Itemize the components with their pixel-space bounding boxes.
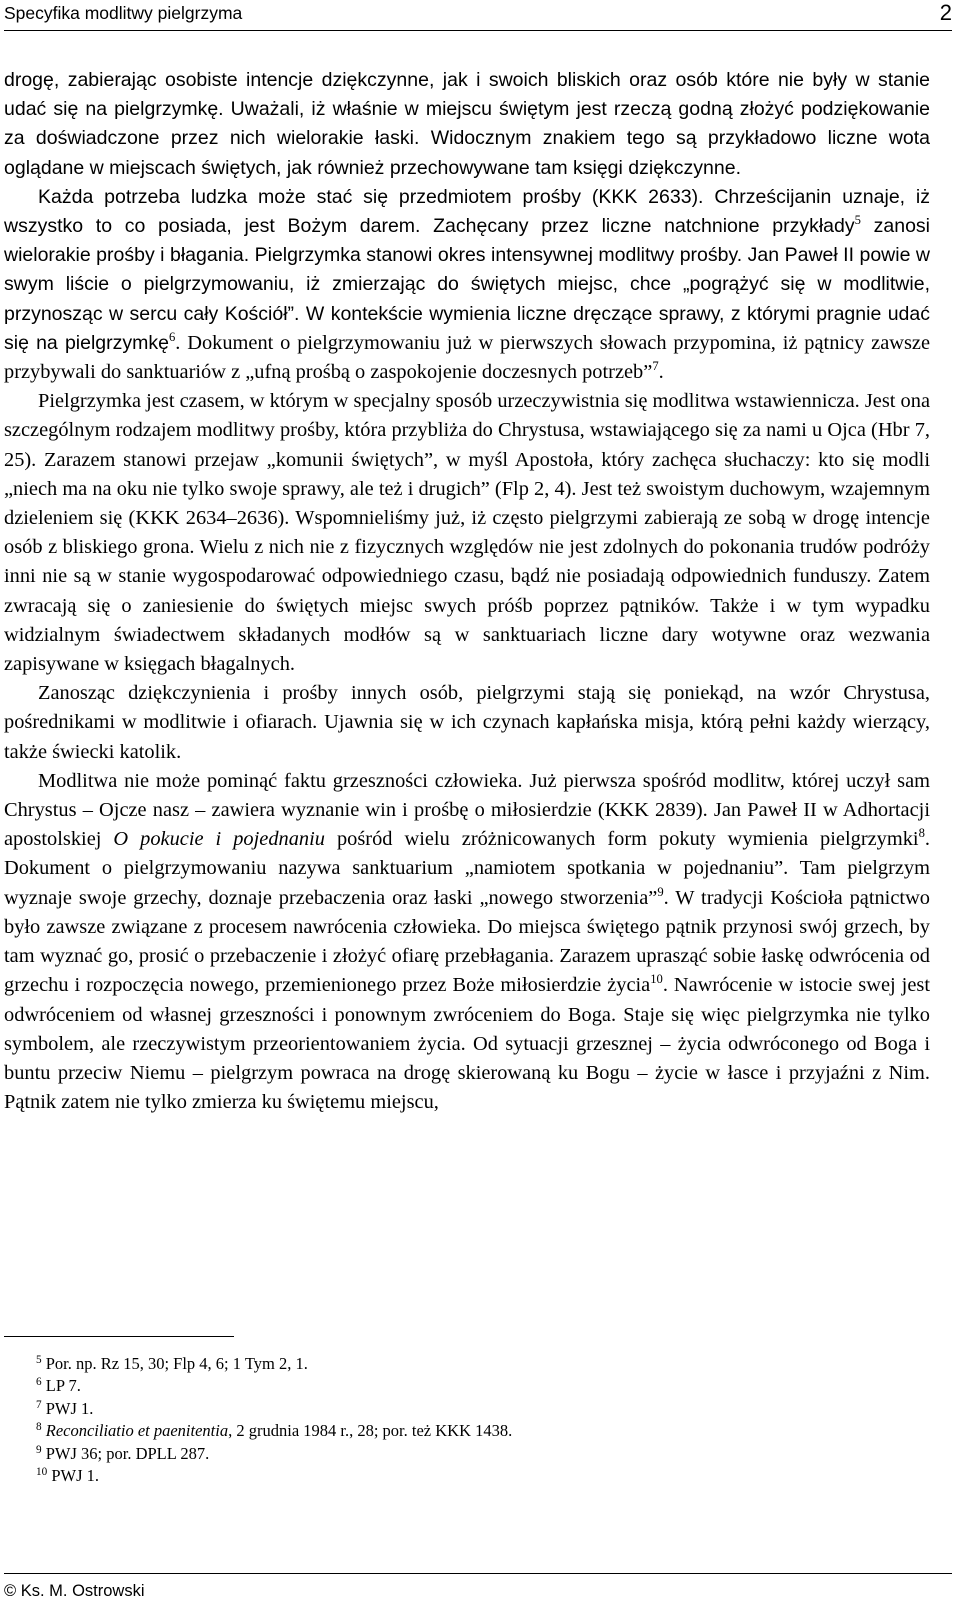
footnote-text: LP 7. — [45, 1376, 81, 1396]
paragraph-1 — [4, 66, 930, 183]
paragraph-text: . Dokument o pielgrzymowaniu już w pierwszych słowach przypomina, iż pątnicy zawsze przybywali do sanktuariów z „ufną prośbą o zaspokojenie doczesnych potrzeb” — [4, 331, 931, 384]
footnote-ref-10[interactable]: 10 — [650, 972, 663, 987]
footer-rule — [4, 1573, 952, 1574]
paragraph-text: zanosi wielorakie prośby i błagania. Pielgrzymka stanowi okres intensywnej modlitwy prośby. Jan Paweł II powie w swym liście o pielgrzymowaniu, iż zmierzając do świętych miejsc, chce „pogrążyć się w modlitwie, przynosząc w sercu cały Kościół”. W kontekście wymienia liczne dręczące sprawy, z którymi pragnie udać się na pielgrzymkę — [4, 215, 930, 354]
paragraph-text: . W tradycji Kościoła pątnictwo było zawsze związane z procesem nawrócenia człowieka. Do miejsca świętego pątnik przynosi swój grzech, by tam wyznać go, prosić o przebaczenie i złożyć ofiarę przebłagania. Zarazem uprasząć sobie łaskę odwrócenia od grzechu i rozpoczęcia nowego, przemienionego przez Boże miłosierdzie życia — [4, 886, 930, 997]
paragraph-2 — [4, 183, 930, 387]
footnote-text: PWJ 1. — [45, 1398, 94, 1418]
footnote-text: PWJ 36; por. DPLL 287. — [45, 1443, 210, 1463]
paragraph-text: pośród wielu zróżnicowanych form pokuty wymienia pielgrzymki — [324, 828, 919, 851]
footnote — [36, 1443, 936, 1465]
footnote — [36, 1375, 936, 1397]
running-title: Specyfika modlitwy pielgrzyma — [4, 3, 243, 23]
footnote-number: 9 — [36, 1443, 42, 1456]
footnote-ref-8[interactable]: 8 — [918, 826, 925, 841]
body-text — [4, 66, 930, 1117]
footnote-ref-6[interactable]: 6 — [168, 329, 176, 344]
footnote-italic-title: Reconciliatio et paenitentia — [45, 1421, 229, 1441]
page-number: 2 — [939, 0, 952, 25]
paragraph-text: drogę, zabierając osobiste intencje dziękczynne, jak i swoich bliskich oraz osób które nie były w stanie udać się na pielgrzymkę. Uważali, iż właśnie w miejscu świętym jest rzeczą godną złożyć podziękowanie za doświadczone przez nich wielorakie łaski. Widocznym znakiem tego są przykładowo liczne wota oglądane w miejscach świętych, jak również przechowywane tam księgi dziękczynne. — [4, 69, 930, 179]
paragraph-text: Zanosząc dziękczynienia i prośby innych osób, pielgrzymi stają się poniekąd, na wzór Chrystusa, pośrednikami w modlitwie i ofiarach. Ujawnia się w ich czynach kapłańska misja, którą pełni każdy wierzący, także świecki katolik. — [4, 682, 930, 763]
paragraph-text: Pielgrzymka jest czasem, w którym w specjalny sposób urzeczywistnia się modlitwa wstawiennicza. Jest ona szczególnym rodzajem modlitwy prośby, która przybliża do Chrystusa, wstawiającego się za nami u Ojca (Hbr 7, 25). Zarazem stanowi przejaw „komunii świętych”, w myśl Apostoła, który zachęca słuchaczy: kto się modli „niech ma na oku nie tylko swoje sprawy, ale też i drugich” (Flp 2, 4). Jest też swoistym duchowym, wzajemnym dzieleniem się (KKK 2634–2636). Wspomnieliśmy już, iż często pielgrzymi zabierają ze sobą w drogę intencje osób z bliskiego grona. Wielu z nich nie z fizycznych względów nie jest zdolnych do pokonania trudów podróży inni nie są w stanie wygospodarować odpowiedniego czasu, bądź nie posiadają odpowiednich funduszy. Zatem zwracają się o zaniesienie do świętych miejsc swych próśb poprzez pątników. Także i w tym wypadku widzialnym świadectwem składanych modłów są w sanktuariach liczne dary wotywne oraz wezwania zapisywane w księgach błagalnych. — [4, 390, 930, 676]
footnote-ref-5[interactable]: 5 — [854, 212, 861, 227]
page-header — [4, 0, 952, 26]
document-title-italic: O pokucie i pojednaniu — [113, 828, 325, 851]
paragraph-text: Modlitwa nie może pominąć faktu grzeszności człowieka. Już pierwsza spośród modlitw, której uczył sam Chrystus – Ojcze nasz – zawiera wyznanie win i prośbę o miłosierdzie (KKK 2839). Jan Paweł II w Adhortacji apostolskiej — [4, 769, 930, 851]
header-rule — [4, 30, 952, 31]
paragraph-4 — [4, 679, 930, 767]
paragraph-5 — [4, 767, 930, 1117]
paragraph-text: . Dokument o pielgrzymowaniu nazywa sanktuarium „namiotem spotkania w pojednaniu”. Tam pielgrzym wyznaje swoje grzechy, doznaje przebaczenia oraz łaski „nowego stworzenia” — [4, 828, 931, 909]
paragraph-text: Każda potrzeba ludzka może stać się przedmiotem prośby (KKK 2633). Chrześcijanin uznaje, iż wszystko to co posiada, jest Bożym darem. Zachęcany przez liczne natchnione przykłady — [4, 185, 930, 238]
footnote-number: 10 — [36, 1465, 48, 1478]
footnote-number: 5 — [36, 1353, 42, 1366]
footnote-ref-7[interactable]: 7 — [652, 358, 659, 373]
footnote-number: 7 — [36, 1398, 42, 1411]
footnote-separator — [4, 1336, 234, 1337]
footnote-number: 6 — [36, 1376, 42, 1389]
footnote — [36, 1420, 936, 1442]
footnote-ref-9[interactable]: 9 — [657, 884, 664, 899]
paragraph-text: . Nawrócenie w istocie swej jest odwróceniem od własnej grzeszności i ponownym zwróceniem do Boga. Staje się więc pielgrzymka nie tylko symbolem, ale rzeczywistym przeorientowaniem życia. Od sytuacji grzesznej – życia odwróconego od Boga i buntu przeciw Niemu – pielgrzym powraca na drogę skierowaną ku Bogu – życie w łasce i przyjaźni z Nim. Pątnik zatem nie tylko zmierza ku świętemu miejscu, — [4, 974, 930, 1114]
paragraph-text: . — [658, 361, 664, 384]
footnote-text: Por. np. Rz 15, 30; Flp 4, 6; 1 Tym 2, 1. — [45, 1354, 308, 1373]
footnote — [36, 1353, 936, 1375]
footnotes — [36, 1353, 936, 1487]
paragraph-3 — [4, 387, 930, 679]
page-footer: © Ks. M. Ostrowski — [4, 1582, 145, 1600]
footnote-text: PWJ 1. — [51, 1466, 100, 1486]
footnote — [36, 1465, 936, 1487]
footnote-text: , 2 grudnia 1984 r., 28; por. też KKK 1438. — [228, 1421, 513, 1441]
footnote-number: 8 — [36, 1421, 42, 1434]
footnote — [36, 1398, 936, 1420]
